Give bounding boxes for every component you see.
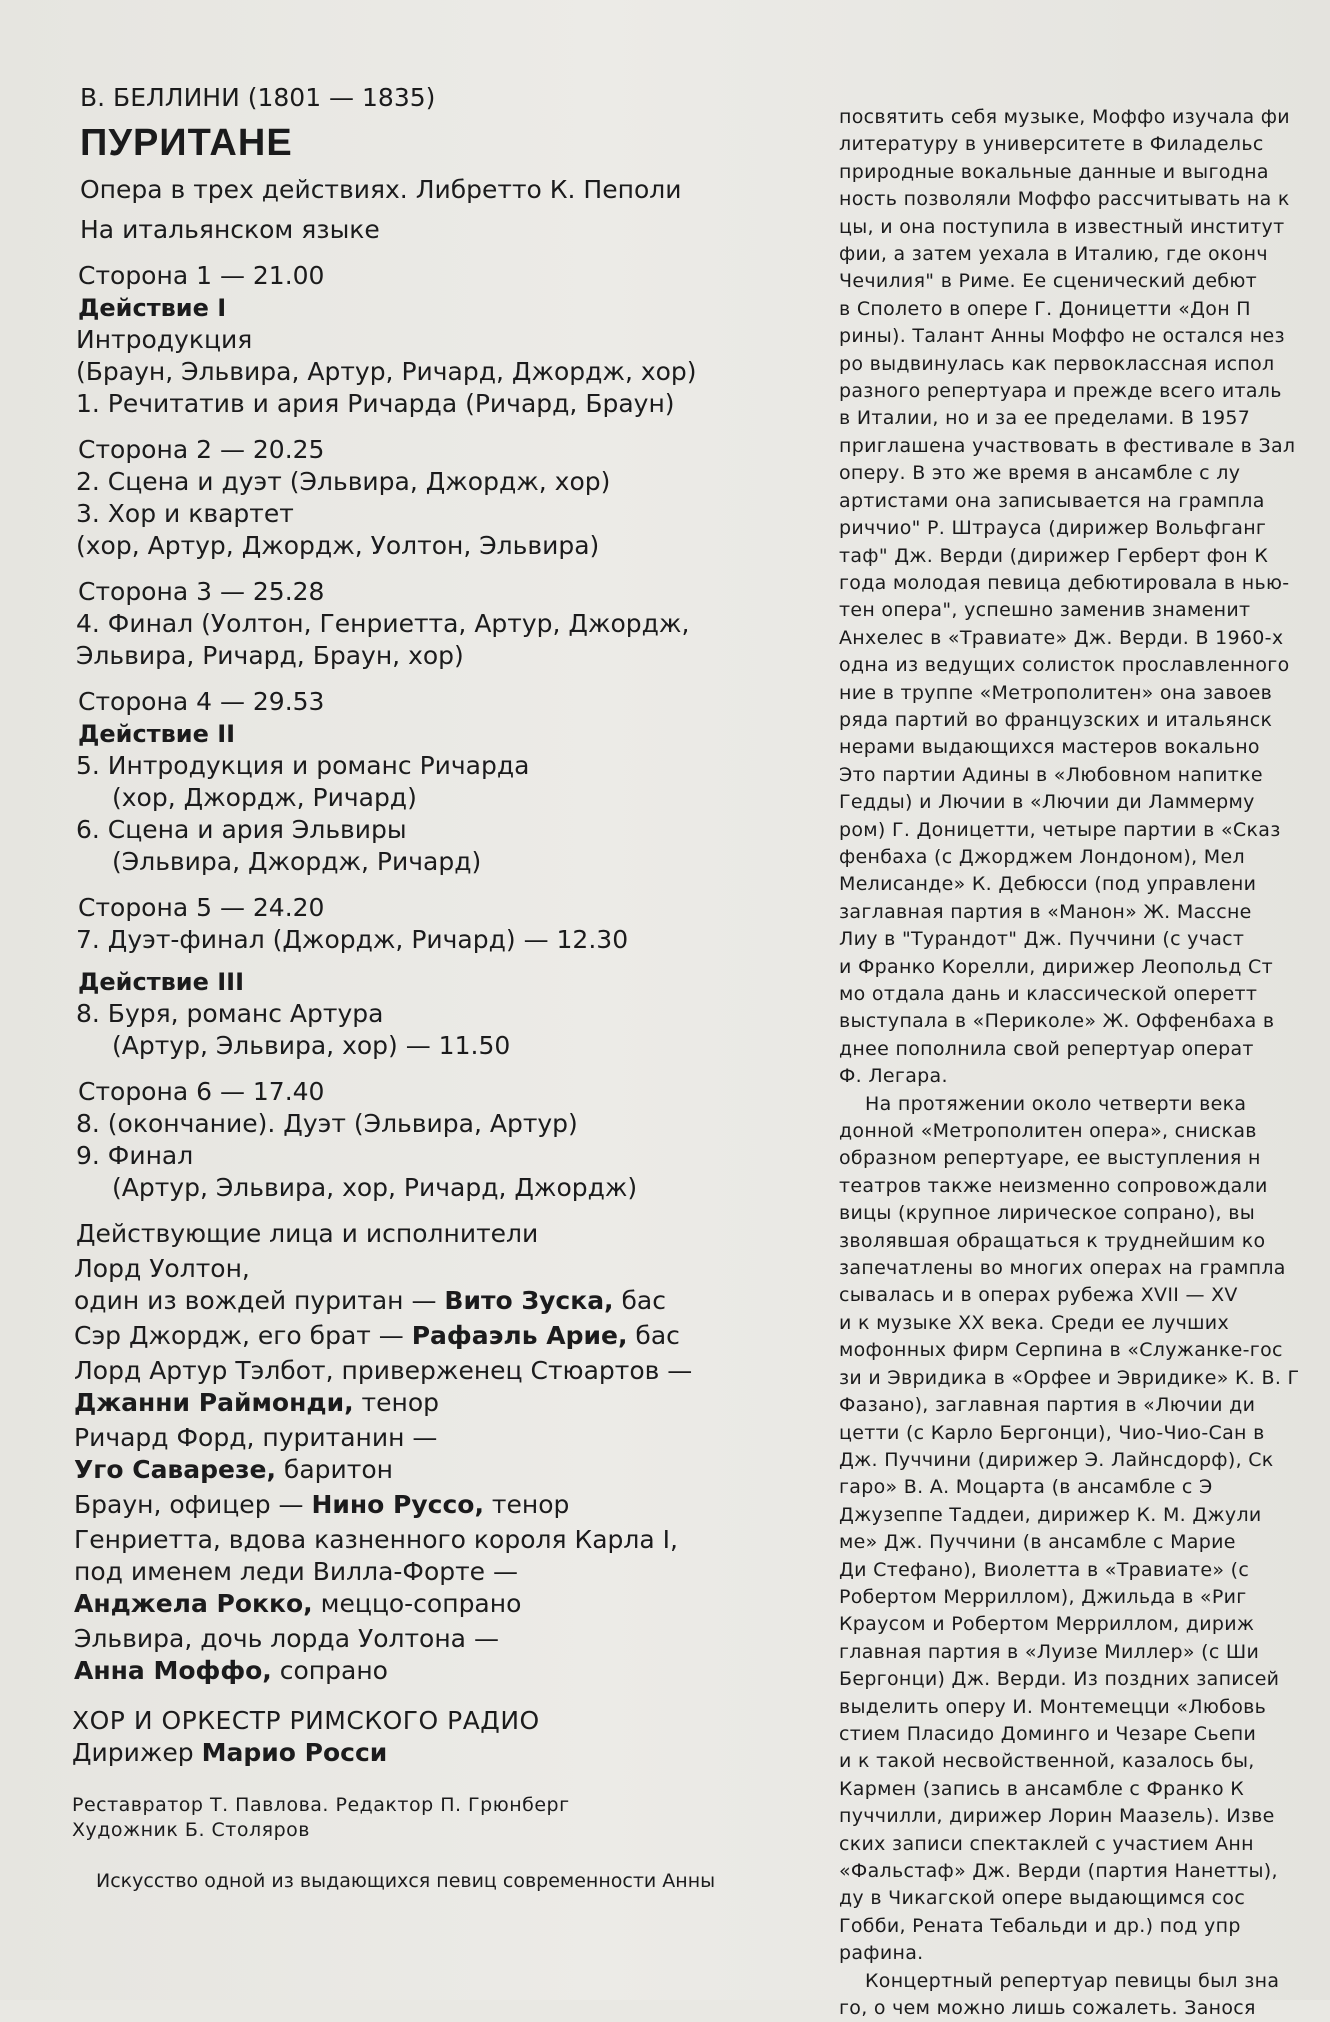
biography-line: пуччилли, дирижер Лорин Маазель). Изве	[839, 1805, 1275, 1828]
cast-voice: бас	[613, 1286, 666, 1315]
cast-heading: Действующие лица и исполнители	[76, 1219, 539, 1248]
track-line: (хор, Джордж, Ричард)	[112, 783, 417, 812]
cast-entry-elvira	[74, 1623, 792, 1687]
biography-line: ром) Г. Доницетти, четыре партии в «Сказ	[839, 818, 1281, 841]
cast-role: Ричард Форд, пуританин —	[74, 1423, 438, 1452]
biography-line: рины). Талант Анны Моффо не остался нез	[839, 325, 1285, 348]
cast-role: Генриетта, вдова казненного короля Карла I,	[74, 1525, 678, 1554]
cast-role: один из вождей пуритан —	[74, 1286, 445, 1315]
biography-line: ме» Дж. Пуччини (в ансамбле с Марие	[839, 1531, 1236, 1554]
biography-line: «Фальстаф» Дж. Верди (партия Нанетты),	[839, 1860, 1278, 1882]
biography-line: сывалась и в операх рубежа XVII — XV	[839, 1284, 1238, 1307]
biography-line: Анхелес в «Травиате» Дж. Верди. В 1960-х	[839, 626, 1284, 649]
track-line: (Артур, Эльвира, хор) — 11.50	[112, 1031, 511, 1060]
biography-line: и к такой несвойственной, казалось бы,	[839, 1750, 1255, 1773]
biography-line: Ф. Легара.	[839, 1065, 948, 1088]
composer-heading: В. БЕЛЛИНИ (1801 — 1835)	[80, 83, 436, 112]
credit-line: Художник Б. Столяров	[72, 1819, 310, 1841]
cast-performer: Нино Руссо,	[311, 1490, 484, 1519]
cast-performer: Рафаэль Арие,	[411, 1321, 628, 1350]
biography-line: донной «Метрополитен опера», снискав	[839, 1120, 1257, 1143]
track-line: (Эльвира, Джордж, Ричард)	[112, 847, 482, 876]
biography-line: Робертом Мерриллом), Джильда в «Риг	[839, 1585, 1247, 1608]
cast-voice: тенор	[483, 1490, 570, 1519]
side-4-heading: Сторона 4 — 29.53	[78, 687, 325, 716]
side-1-heading: Сторона 1 — 21.00	[78, 261, 325, 290]
biography-line: и к музыке XX века. Среди ее лучших	[839, 1311, 1229, 1334]
track-line: 7. Дуэт-финал (Джордж, Ричард) — 12.30	[76, 925, 629, 954]
cast-role: Лорд Уолтон,	[74, 1254, 250, 1283]
biography-line: Лиу в "Турандот" Дж. Пуччини (с участ	[839, 928, 1245, 951]
biography-line: Бергонци) Дж. Верди. Из поздних записей	[839, 1668, 1280, 1691]
biography-line: цы, и она поступила в известный институт	[839, 215, 1285, 238]
biography-line: Концертный репертуар певицы был зна	[865, 1969, 1280, 1992]
biography-line: литературу в университете в Филадельс	[839, 133, 1264, 156]
biography-line: зи и Эвридика в «Орфее и Эвридике» К. В. Г	[839, 1366, 1300, 1389]
biography-line: образном репертуаре, ее выступления н	[839, 1147, 1261, 1170]
biography-line: и Франко Корелли, дирижер Леопольд Ст	[839, 955, 1273, 978]
biography-line: ро выдвинулась как первоклассная испол	[839, 352, 1275, 375]
biography-line: выступала в «Периколе» Ж. Оффенбаха в	[839, 1010, 1275, 1033]
biography-line: Чечилия" в Риме. Ее сценический дебют	[839, 270, 1257, 293]
biography-line: зволявшая обращаться к труднейшим ко	[839, 1229, 1266, 1252]
biography-line: ность позволяли Моффо рассчитывать на к	[839, 188, 1290, 211]
track-line: 8. Буря, романс Артура	[76, 999, 384, 1028]
biography-line: го, о чем можно лишь сожалеть. Занося	[839, 1997, 1256, 2020]
conductor-line	[72, 1737, 792, 1769]
biography-line: гаро» В. А. Моцарта (в ансамбле с Э	[839, 1476, 1213, 1499]
side-5-heading: Сторона 5 — 24.20	[78, 893, 325, 922]
biography-line: На протяжении около четверти века	[865, 1092, 1247, 1115]
biography-line: артистами она записывается на грампла	[839, 489, 1265, 512]
biography-line: Краусом и Робертом Мерриллом, дириж	[839, 1613, 1255, 1636]
biography-line: ряда партий во французских и итальянск	[839, 708, 1273, 731]
biography-line: заглавная партия в «Манон» Ж. Массне	[839, 900, 1252, 923]
production-credits	[72, 1793, 792, 1843]
biography-line: стием Пласидо Доминго и Чезаре Сьепи	[839, 1722, 1257, 1745]
cast-voice: баритон	[275, 1455, 393, 1484]
essay-start: Искусство одной из выдающихся певиц современности Анны	[96, 1870, 716, 1892]
biography-line: Кармен (запись в ансамбле с Франко К	[839, 1777, 1245, 1800]
biography-line: Ди Стефано), Виолетта в «Травиате» (с	[839, 1558, 1250, 1581]
conductor-name: Марио Росси	[201, 1738, 388, 1767]
biography-line: цетти (с Карло Бергонци), Чио-Чио-Сан в	[839, 1421, 1265, 1444]
cast-entry-brown	[74, 1489, 792, 1521]
biography-line: Дж. Пуччини (дирижер Э. Лайнсдорф), Ск	[839, 1448, 1274, 1471]
act-2-heading: Действие II	[78, 720, 236, 748]
cast-performer: Уго Саварезе,	[74, 1455, 276, 1484]
cast-entry-henrietta	[74, 1524, 792, 1620]
biography-line: выделить оперу И. Монтемецци «Любовь	[839, 1695, 1267, 1718]
track-line: 5. Интродукция и романс Ричарда	[76, 751, 530, 780]
cast-performer: Вито Зуска,	[444, 1286, 614, 1315]
biography-line: вицы (крупное лирическое сопрано), вы	[839, 1202, 1256, 1225]
biography-line: природные вокальные данные и выгодна	[839, 160, 1269, 183]
biography-line: Мелисанде» К. Дебюсси (под управлени	[839, 873, 1257, 896]
track-line: 8. (окончание). Дуэт (Эльвира, Артур)	[76, 1109, 578, 1138]
track-line: 4. Финал (Уолтон, Генриетта, Артур, Джордж,	[76, 609, 690, 638]
biography-line: запечатлены во многих операх на грампла	[839, 1257, 1286, 1280]
cast-role: Эльвира, дочь лорда Уолтона —	[74, 1624, 499, 1653]
biography-line: днее пополнила свой репертуар операт	[839, 1037, 1254, 1060]
conductor-label: Дирижер	[72, 1738, 202, 1767]
biography-line: разного репертуара и прежде всего италь	[839, 380, 1282, 403]
side-6-heading: Сторона 6 — 17.40	[78, 1077, 325, 1106]
biography-line: мо отдала дань и классической оперетт	[839, 983, 1258, 1005]
track-line: 9. Финал	[76, 1141, 194, 1170]
biography-line: приглашена участвовать в фестивале в Зал	[839, 434, 1296, 457]
biography-line: театров также неизменно сопровождали	[839, 1174, 1268, 1197]
track-line: Интродукция	[76, 325, 253, 354]
biography-line: ние в труппе «Метрополитен» она завоев	[839, 681, 1273, 704]
biography-line: ду в Чикагской опере выдающимся сос	[839, 1887, 1246, 1910]
track-line: 3. Хор и квартет	[76, 499, 294, 528]
biography-line: оперу. В это же время в ансамбле с лу	[839, 462, 1241, 485]
side-2-heading: Сторона 2 — 20.25	[78, 435, 325, 464]
cast-voice: тенор	[353, 1388, 439, 1417]
cast-role: Лорд Артур Тэлбот, приверженец Стюартов —	[74, 1356, 693, 1385]
biography-line: одна из ведущих солисток прославленного	[839, 654, 1290, 677]
track-line: (Браун, Эльвира, Артур, Ричард, Джордж, хор)	[76, 357, 697, 386]
biography-line: рафина.	[839, 1942, 924, 1965]
biography-line: риччио" Р. Штрауса (дирижер Вольфганг	[839, 517, 1267, 540]
biography-line: таф" Дж. Верди (дирижер Герберт фон К	[839, 544, 1269, 567]
track-line: 6. Сцена и ария Эльвиры	[76, 815, 407, 844]
cast-performer: Джанни Раймонди,	[74, 1388, 354, 1417]
biography-line: фии, а затем уехала в Италию, где оконч	[839, 243, 1268, 266]
language-note: На итальянском языке	[80, 215, 380, 244]
opera-title: ПУРИТАНЕ	[80, 122, 293, 164]
cast-role: Сэр Джордж, его брат —	[74, 1321, 412, 1350]
cast-entry-george	[74, 1320, 792, 1352]
track-line: 2. Сцена и дуэт (Эльвира, Джордж, хор)	[76, 467, 611, 496]
track-line: 1. Речитатив и ария Ричарда (Ричард, Браун)	[76, 389, 675, 418]
act-3-heading: Действие III	[78, 968, 245, 996]
biography-line: нерами выдающихся мастеров вокально	[839, 736, 1260, 759]
cast-voice: сопрано	[271, 1656, 388, 1685]
biography-line: тен опера", успешно заменив знаменит	[839, 599, 1251, 622]
track-line: (хор, Артур, Джордж, Уолтон, Эльвира)	[76, 531, 600, 560]
biography-line: года молодая певица дебютировала в нью-	[839, 571, 1290, 594]
biography-column	[839, 104, 1330, 2020]
biography-line: Джузеппе Таддеи, дирижер К. М. Джули	[839, 1503, 1262, 1526]
track-line: (Артур, Эльвира, хор, Ричард, Джордж)	[112, 1173, 638, 1202]
biography-line: в Италии, но и за ее пределами. В 1957	[839, 407, 1251, 430]
biography-line: фенбаха (с Джорджем Лондоном), Мел	[839, 845, 1245, 868]
biography-line: главная партия в «Луизе Миллер» (с Ши	[839, 1640, 1260, 1663]
cast-performer: Анджела Рокко,	[74, 1589, 313, 1618]
cast-entry-richard	[74, 1422, 792, 1486]
cast-voice: бас	[627, 1321, 680, 1350]
side-3-heading: Сторона 3 — 25.28	[78, 577, 325, 606]
biography-line: ских записи спектаклей с участием Анн	[839, 1832, 1254, 1855]
act-1-heading: Действие I	[78, 294, 227, 322]
cast-role: Браун, офицер —	[74, 1490, 312, 1519]
biography-line: посвятить себя музыке, Моффо изучала фи	[839, 106, 1290, 128]
cast-entry-arthur	[74, 1355, 792, 1419]
biography-line: Гедды) и Лючии в «Лючии ди Ламмерму	[839, 791, 1255, 814]
credit-line: Реставратор Т. Павлова. Редактор П. Грюнберг	[72, 1794, 570, 1816]
cast-performer: Анна Моффо,	[74, 1656, 272, 1685]
cast-entry-walton	[74, 1253, 792, 1317]
biography-line: мофонных фирм Серпина в «Служанке-гос	[839, 1339, 1283, 1362]
cast-voice: меццо-сопрано	[312, 1589, 522, 1618]
cast-role: под именем леди Вилла-Форте —	[74, 1557, 519, 1586]
biography-line: в Сполето в опере Г. Доницетти «Дон П	[839, 297, 1251, 320]
opera-subtitle: Опера в трех действиях. Либретто К. Пеполи	[80, 175, 682, 204]
program-column	[72, 82, 792, 1897]
biography-line: Фазано), заглавная партия в «Лючии ди	[839, 1394, 1256, 1417]
biography-line: Это партии Адины в «Любовном напитке	[839, 763, 1263, 786]
biography-line: Гобби, Рената Тебальди и др.) под упр	[839, 1914, 1241, 1937]
track-line: Эльвира, Ричард, Браун, хор)	[76, 641, 464, 670]
choir-orchestra: ХОР И ОРКЕСТР РИМСКОГО РАДИО	[72, 1706, 540, 1735]
